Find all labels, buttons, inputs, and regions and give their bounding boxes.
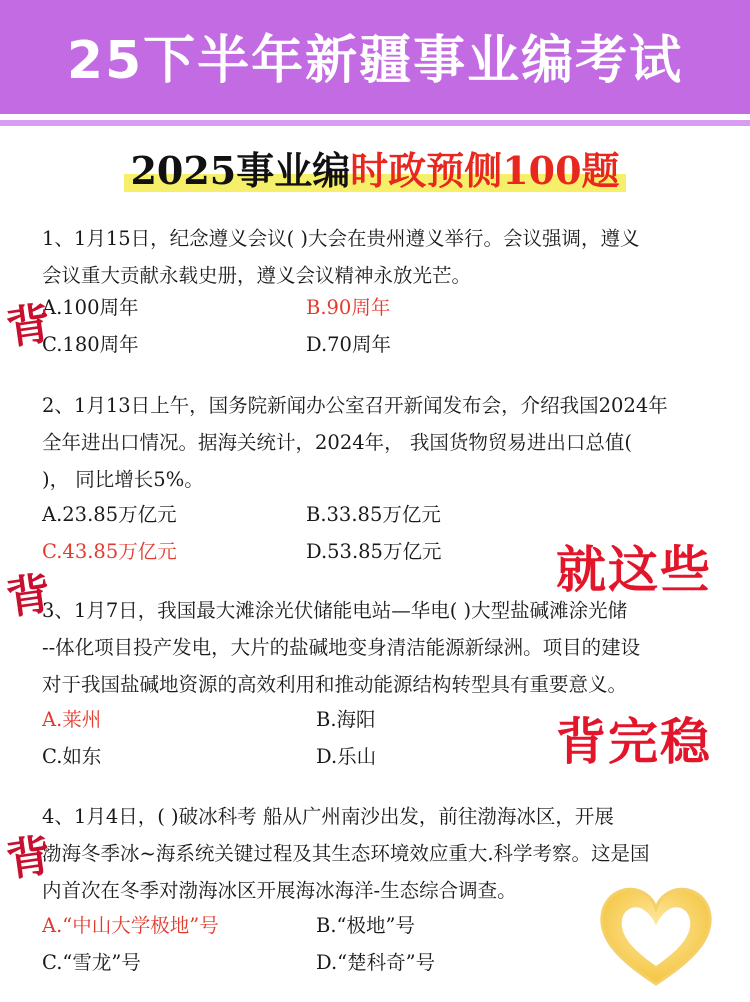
option-b: B.33.85万亿元 xyxy=(306,503,441,526)
question-line: 会议重大贡献永载史册，遵义会议精神永放光芒。 xyxy=(42,264,472,287)
option-c: C.180周年 xyxy=(42,333,139,356)
subtitle-part2: 时政预侧100题 xyxy=(350,148,620,193)
heart-icon xyxy=(596,880,716,990)
option-c: C.如东 xyxy=(42,745,102,768)
question-line: 全年进出口情况。据海关统计，2024年， 我国货物贸易进出口总值( xyxy=(42,431,632,454)
question-line: 4、1月4日，( )破冰科考 船从广州南沙出发，前往渤海冰区，开展 xyxy=(42,805,614,828)
option-b-correct: B.90周年 xyxy=(306,296,391,319)
question-line: 2、1月13日上午，国务院新闻办公室召开新闻发布会，介绍我国2024年 xyxy=(42,394,668,417)
option-d: D.乐山 xyxy=(316,745,377,768)
bei-stamp: 背 xyxy=(3,568,54,625)
page-subtitle xyxy=(0,148,750,194)
question-3 xyxy=(42,592,714,703)
subtitle-part1: 2025事业编 xyxy=(130,148,351,193)
bei-stamp: 背 xyxy=(3,298,54,355)
option-d: D.“楚科奇”号 xyxy=(316,951,436,974)
question-2 xyxy=(42,387,714,498)
question-line: 渤海冬季冰~海系统关键过程及其生态环境效应重大.科学考察。这是国 xyxy=(42,842,650,865)
banner-title: 25下半年新疆事业编考试 xyxy=(66,31,684,91)
subtitle-highlight xyxy=(124,148,625,194)
option-a-correct: A.“中山大学极地”号 xyxy=(42,914,219,937)
option-d: D.53.85万亿元 xyxy=(306,540,442,563)
option-c-correct: C.43.85万亿元 xyxy=(42,540,177,563)
stamp-jiuzhexie: 就这些 xyxy=(556,541,712,599)
question-line: 3、1月7日，我国最大滩涂光伏储能电站—华电( )大型盐碱滩涂光储 xyxy=(42,599,628,622)
option-d: D.70周年 xyxy=(306,333,391,356)
question-line: 对于我国盐碱地资源的高效利用和推动能源结构转型具有重要意义。 xyxy=(42,673,628,696)
option-b: B.“极地”号 xyxy=(316,914,415,937)
question-1 xyxy=(42,220,714,294)
question-line: )， 同比增长5%。 xyxy=(42,468,204,491)
question-line: 内首次在冬季对渤海冰区开展海冰海洋-生态综合调查。 xyxy=(42,879,517,902)
bei-stamp: 背 xyxy=(3,830,54,887)
option-a-correct: A.莱州 xyxy=(42,708,102,731)
header-banner xyxy=(0,0,750,120)
question-line: --体化项目投产发电，大片的盐碱地变身清洁能源新绿洲。项目的建设 xyxy=(42,636,641,659)
option-a: A.100周年 xyxy=(42,296,139,319)
stamp-beiwanwen: 背完稳 xyxy=(556,713,712,771)
option-c: C.“雪龙”号 xyxy=(42,951,141,974)
option-b: B.海阳 xyxy=(316,708,376,731)
option-a: A.23.85万亿元 xyxy=(42,503,177,526)
question-line: 1、1月15日，纪念遵义会议( )大会在贵州遵义举行。会议强调，遵义 xyxy=(42,227,640,250)
